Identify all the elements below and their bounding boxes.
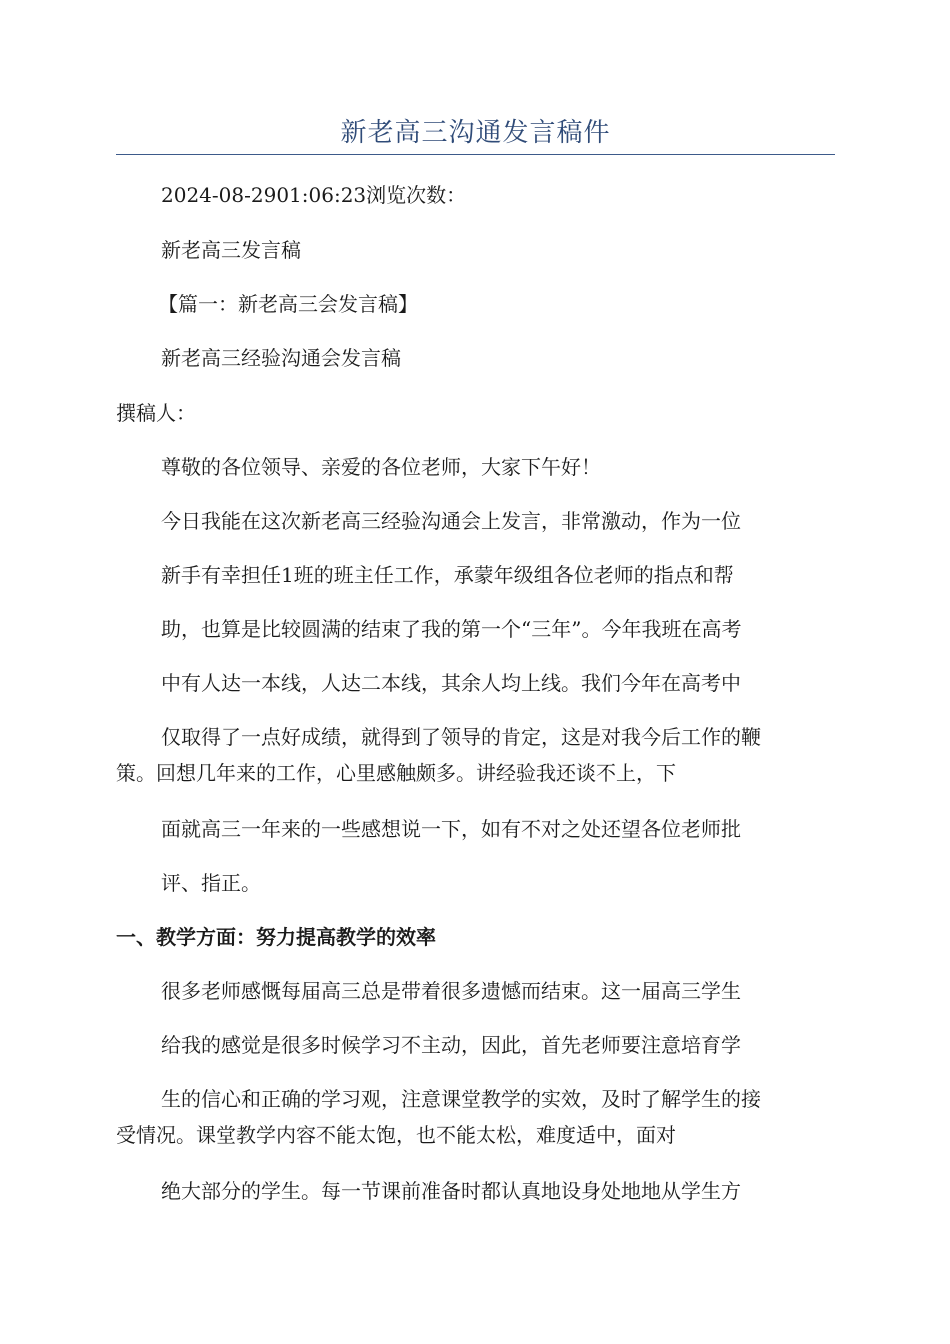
paragraph-line: 评、指正。 (161, 871, 261, 895)
paragraph-line: 受情况。课堂教学内容不能太饱，也不能太松，难度适中，面对 (116, 1123, 676, 1147)
paragraph-line: 尊敬的各位领导、亲爱的各位老师，大家下午好！ (161, 455, 601, 479)
paragraph-line: 给我的感觉是很多时候学习不主动，因此，首先老师要注意培育学 (161, 1033, 741, 1057)
paragraph-line: 绝大部分的学生。每一节课前准备时都认真地设身处地地从学生方 (161, 1179, 741, 1203)
document-title: 新老高三沟通发言稿件 (340, 118, 611, 148)
paragraph-line: 策。回想几年来的工作，心里感触颇多。讲经验我还谈不上，下 (116, 761, 676, 785)
paragraph-line: 【篇一：新老高三会发言稿】 (158, 292, 418, 316)
timestamp-line: 2024-08-2901:06:23浏览次数： (161, 183, 467, 207)
paragraph-line: 新老高三发言稿 (161, 238, 301, 262)
title-underline (116, 154, 835, 155)
paragraph-line: 中有人达一本线，人达二本线，其余人均上线。我们今年在高考中 (161, 671, 741, 695)
paragraph-line: 今日我能在这次新老高三经验沟通会上发言，非常激动，作为一位 (161, 509, 741, 533)
paragraph-line: 助，也算是比较圆满的结束了我的第一个“三年”。今年我班在高考 (161, 617, 742, 641)
paragraph-line: 面就高三一年来的一些感想说一下，如有不对之处还望各位老师批 (161, 817, 741, 841)
author-line: 撰稿人： (116, 401, 196, 425)
paragraph-line: 生的信心和正确的学习观，注意课堂教学的实效，及时了解学生的接 (161, 1087, 761, 1111)
paragraph-line: 新手有幸担任1班的班主任工作，承蒙年级组各位老师的指点和帮 (161, 563, 734, 587)
paragraph-line: 很多老师感慨每届高三总是带着很多遗憾而结束。这一届高三学生 (161, 979, 741, 1003)
section-heading: 一、教学方面：努力提高教学的效率 (116, 925, 436, 949)
paragraph-line: 仅取得了一点好成绩，就得到了领导的肯定，这是对我今后工作的鞭 (161, 725, 761, 749)
paragraph-line: 新老高三经验沟通会发言稿 (161, 346, 401, 370)
